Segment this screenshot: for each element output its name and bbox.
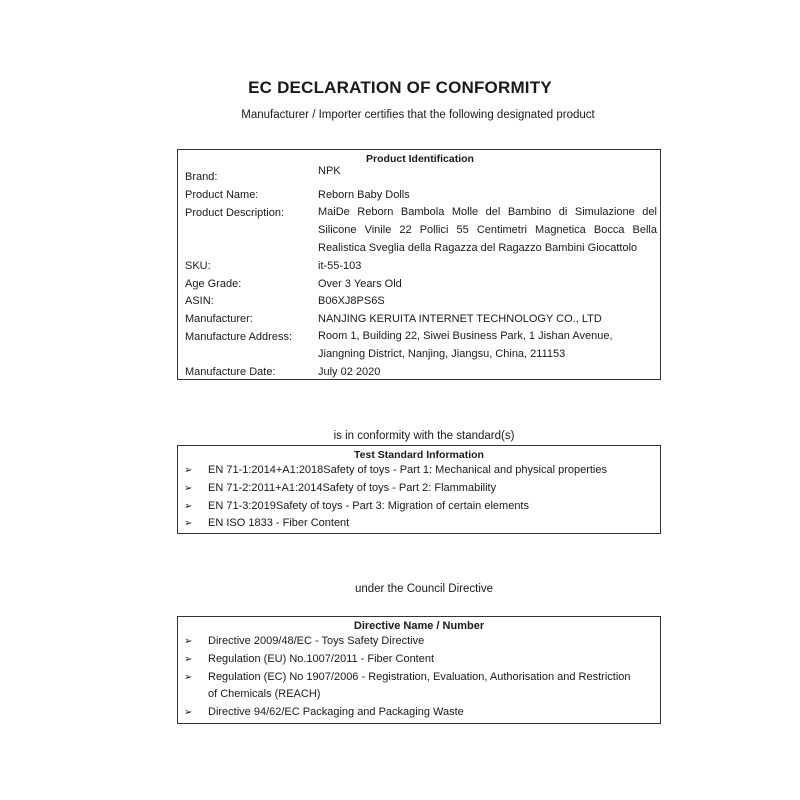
directive-item: ➢ Directive 2009/48/EC - Toys Safety Directive	[178, 633, 660, 651]
product-description-label: Product Description:	[185, 207, 285, 219]
test-standard-table	[177, 445, 661, 534]
directive-statement: under the Council Directive	[354, 583, 494, 595]
arrow-bullet-icon: ➢	[184, 707, 193, 719]
manufacture-date-label: Manufacture Date:	[185, 366, 276, 378]
test-standard-heading: Test Standard Information	[354, 449, 484, 461]
manufacturer-label: Manufacturer:	[185, 313, 253, 325]
manufacture-date-value: July 02 2020	[318, 366, 381, 378]
product-identification-heading: Product Identification	[366, 153, 474, 165]
manufacturer-value: NANJING KERUITA INTERNET TECHNOLOGY CO., LTD	[318, 313, 602, 325]
product-name-value: Reborn Baby Dolls	[318, 189, 410, 201]
age-grade-label: Age Grade:	[185, 278, 242, 290]
arrow-bullet-icon: ➢	[184, 482, 193, 494]
sku-label: SKU:	[185, 260, 211, 272]
conformity-statement: is in conformity with the standard(s)	[333, 430, 515, 442]
product-name-label: Product Name:	[185, 189, 259, 201]
product-identification-table	[177, 149, 661, 380]
arrow-bullet-icon: ➢	[184, 653, 193, 665]
brand-value: NPK	[318, 165, 341, 177]
standard-item: ➢ EN 71-2:2011+A1:2014Safety of toys - Part 2: Flammability	[178, 480, 660, 498]
page-subtitle: Manufacturer / Importer certifies that the following designated product	[241, 109, 595, 121]
asin-label: ASIN:	[185, 295, 214, 307]
directive-table	[177, 616, 661, 724]
standard-item: ➢ EN ISO 1833 - Fiber Content	[178, 515, 660, 533]
arrow-bullet-icon: ➢	[184, 518, 193, 530]
standard-item: ➢ EN 71-1:2014+A1:2018Safety of toys - Part 1: Mechanical and physical properties	[178, 462, 660, 480]
asin-value: B06XJ8PS6S	[318, 295, 385, 307]
directive-item: ➢ Regulation (EU) No.1007/2011 - Fiber Content	[178, 651, 660, 669]
directive-item: ➢ Directive 94/62/EC Packaging and Packaging Waste	[178, 704, 660, 722]
arrow-bullet-icon: ➢	[184, 465, 193, 476]
sku-value: it-55-103	[318, 260, 362, 272]
arrow-bullet-icon: ➢	[184, 500, 193, 512]
product-description-value: MaiDe Reborn Bambola Molle del Bambino di Simulazione del Silicone Vinile 22 Pollici 55 Centimetri Magnetica Bocca Bella Realistica Sveglia della Ragazza del Ragazzo Bambini Giocattolo	[318, 206, 657, 254]
brand-label: Brand:	[185, 171, 218, 183]
arrow-bullet-icon: ➢	[184, 671, 193, 683]
directive-heading: Directive Name / Number	[353, 620, 485, 632]
directive-item: ➢ Regulation (EC) No 1907/2006 - Registration, Evaluation, Authorisation and Restriction of Chemicals (REACH)	[184, 670, 631, 701]
standard-item: ➢ EN 71-3:2019Safety of toys - Part 3: Migration of certain elements	[178, 498, 660, 516]
page-title: EC DECLARATION OF CONFORMITY	[248, 78, 552, 97]
age-grade-value: Over 3 Years Old	[318, 278, 402, 290]
manufacture-address-label: Manufacture Address:	[185, 331, 293, 343]
manufacture-address-value: Room 1, Building 22, Siwei Business Park, 1 Jishan Avenue, Jiangning District, Nanjing, Jiangsu, China, 211153	[318, 330, 613, 360]
arrow-bullet-icon: ➢	[184, 636, 193, 647]
